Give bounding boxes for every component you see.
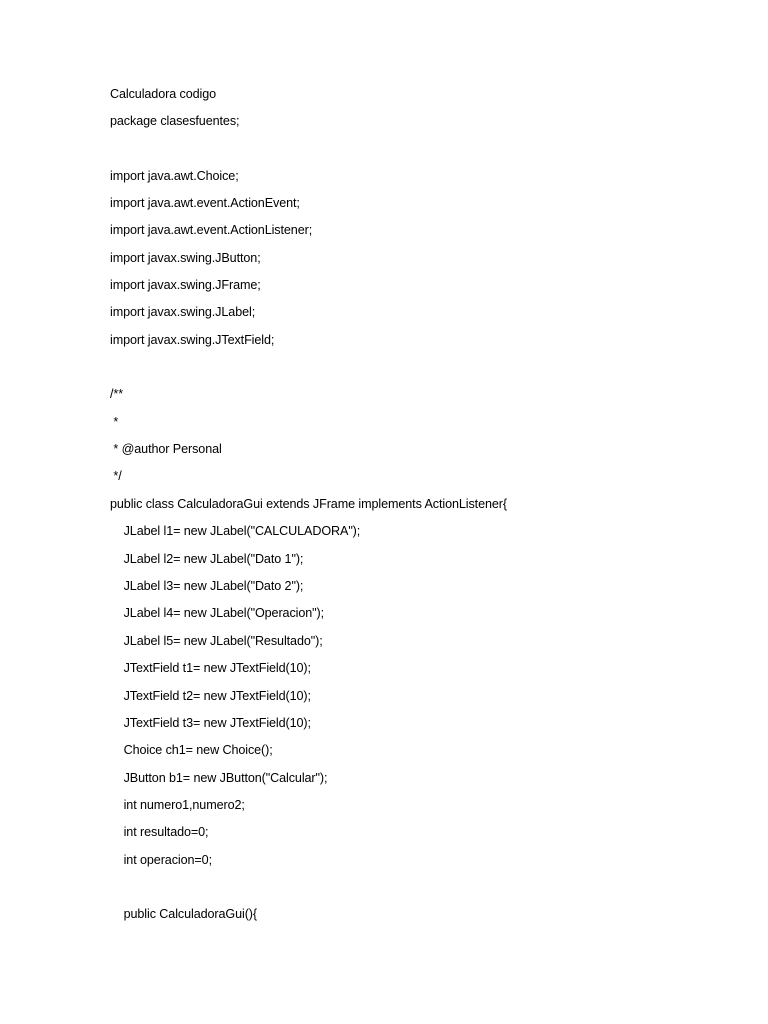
code-comment: * xyxy=(110,415,119,429)
code-line: JTextField t2= new JTextField(10); xyxy=(110,689,311,703)
code-line: int resultado=0; xyxy=(110,825,209,839)
code-line: JLabel l2= new JLabel("Dato 1"); xyxy=(110,552,304,566)
code-line: import javax.swing.JLabel; xyxy=(110,305,256,319)
code-comment: * @author Personal xyxy=(110,442,222,456)
code-line: import javax.swing.JFrame; xyxy=(110,278,261,292)
code-line: import javax.swing.JTextField; xyxy=(110,333,275,347)
code-line: int numero1,numero2; xyxy=(110,798,245,812)
code-line: JLabel l1= new JLabel("CALCULADORA"); xyxy=(110,524,361,538)
document-title: Calculadora codigo xyxy=(110,87,217,101)
code-line: public class CalculadoraGui extends JFrame implements ActionListener{ xyxy=(110,497,507,511)
code-line: JButton b1= new JButton("Calcular"); xyxy=(110,771,328,785)
code-line: JLabel l4= new JLabel("Operacion"); xyxy=(110,606,325,620)
code-line: import javax.swing.JButton; xyxy=(110,251,261,265)
code-comment: */ xyxy=(110,469,122,483)
code-line: package clasesfuentes; xyxy=(110,114,240,128)
code-line: int operacion=0; xyxy=(110,853,212,867)
code-line: JTextField t1= new JTextField(10); xyxy=(110,661,311,675)
code-line: JLabel l5= new JLabel("Resultado"); xyxy=(110,634,323,648)
code-line: Choice ch1= new Choice(); xyxy=(110,743,273,757)
code-line: import java.awt.event.ActionListener; xyxy=(110,223,313,237)
code-line: JLabel l3= new JLabel("Dato 2"); xyxy=(110,579,304,593)
code-line: import java.awt.Choice; xyxy=(110,169,239,183)
code-line: public CalculadoraGui(){ xyxy=(110,907,257,921)
code-line: import java.awt.event.ActionEvent; xyxy=(110,196,300,210)
code-line: JTextField t3= new JTextField(10); xyxy=(110,716,311,730)
code-comment: /** xyxy=(110,387,124,401)
